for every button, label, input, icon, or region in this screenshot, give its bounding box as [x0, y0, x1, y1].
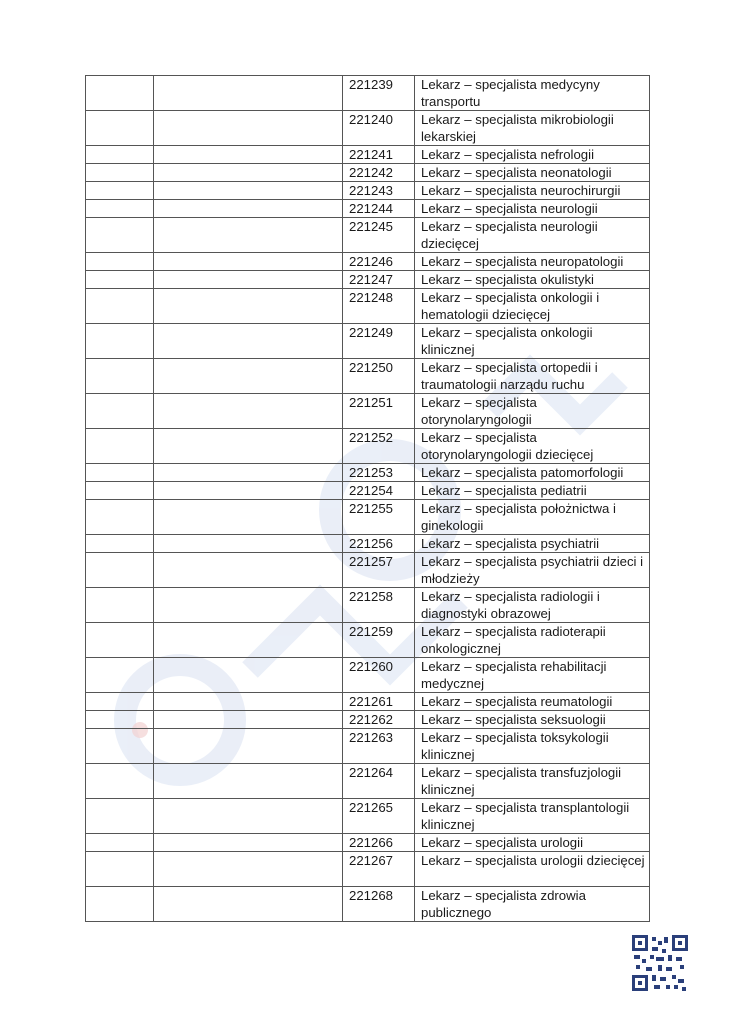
empty-cell: [154, 289, 343, 324]
occupation-name: Lekarz – specjalista reumatologii: [415, 693, 650, 711]
empty-cell: [154, 711, 343, 729]
empty-cell: [154, 887, 343, 922]
empty-cell: [86, 289, 154, 324]
empty-cell: [86, 253, 154, 271]
empty-cell: [86, 429, 154, 464]
empty-cell: [154, 164, 343, 182]
empty-cell: [86, 535, 154, 553]
occupation-name: Lekarz – specjalista otorynolaryngologii dziecięcej: [415, 429, 650, 464]
occupation-code: 221258: [343, 588, 415, 623]
occupation-name: Lekarz – specjalista radioterapii onkologicznej: [415, 623, 650, 658]
table-row: [86, 834, 650, 852]
table-row: [86, 500, 650, 535]
empty-cell: [86, 164, 154, 182]
empty-cell: [154, 623, 343, 658]
table-row: [86, 799, 650, 834]
empty-cell: [86, 711, 154, 729]
occupation-code: 221242: [343, 164, 415, 182]
qr-code-icon: [632, 935, 688, 991]
table-row: [86, 394, 650, 429]
empty-cell: [86, 271, 154, 289]
table-row: [86, 711, 650, 729]
occupation-name: Lekarz – specjalista radiologii i diagnostyki obrazowej: [415, 588, 650, 623]
occupation-name: Lekarz – specjalista onkologii klinicznej: [415, 324, 650, 359]
empty-cell: [86, 500, 154, 535]
empty-cell: [154, 359, 343, 394]
table-row: [86, 146, 650, 164]
occupation-code: 221263: [343, 729, 415, 764]
occupation-code: 221244: [343, 200, 415, 218]
occupation-code: 221248: [343, 289, 415, 324]
occupation-table-body: [86, 76, 650, 922]
occupation-code: 221245: [343, 218, 415, 253]
table-row: [86, 693, 650, 711]
occupation-code: 221264: [343, 764, 415, 799]
occupation-code: 221239: [343, 76, 415, 111]
empty-cell: [86, 834, 154, 852]
table-row: [86, 464, 650, 482]
occupation-code: 221256: [343, 535, 415, 553]
occupation-name: Lekarz – specjalista neurologii: [415, 200, 650, 218]
table-row: [86, 289, 650, 324]
occupation-name: Lekarz – specjalista neurochirurgii: [415, 182, 650, 200]
occupation-code: 221255: [343, 500, 415, 535]
empty-cell: [86, 588, 154, 623]
empty-cell: [86, 359, 154, 394]
empty-cell: [154, 394, 343, 429]
empty-cell: [154, 111, 343, 146]
empty-cell: [154, 146, 343, 164]
empty-cell: [154, 182, 343, 200]
occupation-name: Lekarz – specjalista medycyny transportu: [415, 76, 650, 111]
empty-cell: [86, 394, 154, 429]
occupation-name: Lekarz – specjalista urologii dziecięcej: [415, 852, 650, 887]
occupation-name: Lekarz – specjalista otorynolaryngologii: [415, 394, 650, 429]
empty-cell: [86, 799, 154, 834]
occupation-name: Lekarz – specjalista transfuzjologii klinicznej: [415, 764, 650, 799]
occupation-code: 221246: [343, 253, 415, 271]
table-row: [86, 429, 650, 464]
empty-cell: [154, 500, 343, 535]
occupation-code: 221267: [343, 852, 415, 887]
occupation-name: Lekarz – specjalista onkologii i hematologii dziecięcej: [415, 289, 650, 324]
empty-cell: [154, 535, 343, 553]
empty-cell: [154, 834, 343, 852]
occupation-code: 221240: [343, 111, 415, 146]
table-row: [86, 164, 650, 182]
occupation-name: Lekarz – specjalista patomorfologii: [415, 464, 650, 482]
empty-cell: [86, 852, 154, 887]
occupation-name: Lekarz – specjalista psychiatrii: [415, 535, 650, 553]
occupation-name: Lekarz – specjalista mikrobiologii lekarskiej: [415, 111, 650, 146]
empty-cell: [86, 182, 154, 200]
occupation-name: Lekarz – specjalista okulistyki: [415, 271, 650, 289]
empty-cell: [154, 271, 343, 289]
occupation-code: 221249: [343, 324, 415, 359]
empty-cell: [154, 729, 343, 764]
occupation-name: Lekarz – specjalista nefrologii: [415, 146, 650, 164]
empty-cell: [154, 324, 343, 359]
occupation-code: 221257: [343, 553, 415, 588]
empty-cell: [86, 553, 154, 588]
empty-cell: [154, 218, 343, 253]
occupation-name: Lekarz – specjalista toksykologii klinicznej: [415, 729, 650, 764]
empty-cell: [86, 482, 154, 500]
occupation-code: 221247: [343, 271, 415, 289]
table-row: [86, 76, 650, 111]
table-row: [86, 887, 650, 922]
empty-cell: [154, 799, 343, 834]
occupation-code: 221251: [343, 394, 415, 429]
occupation-code: 221241: [343, 146, 415, 164]
empty-cell: [86, 693, 154, 711]
empty-cell: [154, 852, 343, 887]
occupation-name: Lekarz – specjalista transplantologii klinicznej: [415, 799, 650, 834]
empty-cell: [86, 729, 154, 764]
occupation-code: 221266: [343, 834, 415, 852]
empty-cell: [86, 218, 154, 253]
empty-cell: [86, 658, 154, 693]
empty-cell: [86, 887, 154, 922]
table-row: [86, 553, 650, 588]
table-row: [86, 764, 650, 799]
empty-cell: [86, 764, 154, 799]
empty-cell: [86, 200, 154, 218]
table-row: [86, 852, 650, 887]
occupation-name: Lekarz – specjalista neonatologii: [415, 164, 650, 182]
occupation-code: 221268: [343, 887, 415, 922]
table-row: [86, 658, 650, 693]
occupation-code: 221262: [343, 711, 415, 729]
table-row: [86, 111, 650, 146]
occupation-name: Lekarz – specjalista neurologii dziecięcej: [415, 218, 650, 253]
occupation-code: 221253: [343, 464, 415, 482]
empty-cell: [86, 111, 154, 146]
occupation-code: 221259: [343, 623, 415, 658]
empty-cell: [154, 200, 343, 218]
table-row: [86, 271, 650, 289]
empty-cell: [154, 764, 343, 799]
table-row: [86, 535, 650, 553]
occupation-code: 221243: [343, 182, 415, 200]
empty-cell: [154, 429, 343, 464]
occupation-name: Lekarz – specjalista rehabilitacji medycznej: [415, 658, 650, 693]
occupation-name: Lekarz – specjalista seksuologii: [415, 711, 650, 729]
empty-cell: [86, 324, 154, 359]
occupation-code: 221252: [343, 429, 415, 464]
occupation-name: Lekarz – specjalista położnictwa i ginekologii: [415, 500, 650, 535]
table-row: [86, 623, 650, 658]
empty-cell: [154, 553, 343, 588]
occupation-code: 221261: [343, 693, 415, 711]
empty-cell: [154, 464, 343, 482]
table-row: [86, 729, 650, 764]
table-row: [86, 200, 650, 218]
empty-cell: [154, 76, 343, 111]
table-row: [86, 359, 650, 394]
occupation-code: 221250: [343, 359, 415, 394]
empty-cell: [154, 588, 343, 623]
empty-cell: [154, 658, 343, 693]
occupation-name: Lekarz – specjalista zdrowia publicznego: [415, 887, 650, 922]
occupation-name: Lekarz – specjalista neuropatologii: [415, 253, 650, 271]
table-row: [86, 324, 650, 359]
empty-cell: [86, 464, 154, 482]
occupation-name: Lekarz – specjalista ortopedii i traumatologii narządu ruchu: [415, 359, 650, 394]
occupation-name: Lekarz – specjalista psychiatrii dzieci i młodzieży: [415, 553, 650, 588]
empty-cell: [86, 76, 154, 111]
empty-cell: [154, 253, 343, 271]
table-row: [86, 482, 650, 500]
occupation-table: [85, 75, 650, 922]
empty-cell: [86, 146, 154, 164]
occupation-name: Lekarz – specjalista pediatrii: [415, 482, 650, 500]
empty-cell: [86, 623, 154, 658]
occupation-code: 221254: [343, 482, 415, 500]
table-row: [86, 182, 650, 200]
table-row: [86, 253, 650, 271]
occupation-name: Lekarz – specjalista urologii: [415, 834, 650, 852]
table-row: [86, 588, 650, 623]
empty-cell: [154, 482, 343, 500]
table-row: [86, 218, 650, 253]
occupation-code: 221265: [343, 799, 415, 834]
empty-cell: [154, 693, 343, 711]
occupation-code: 221260: [343, 658, 415, 693]
